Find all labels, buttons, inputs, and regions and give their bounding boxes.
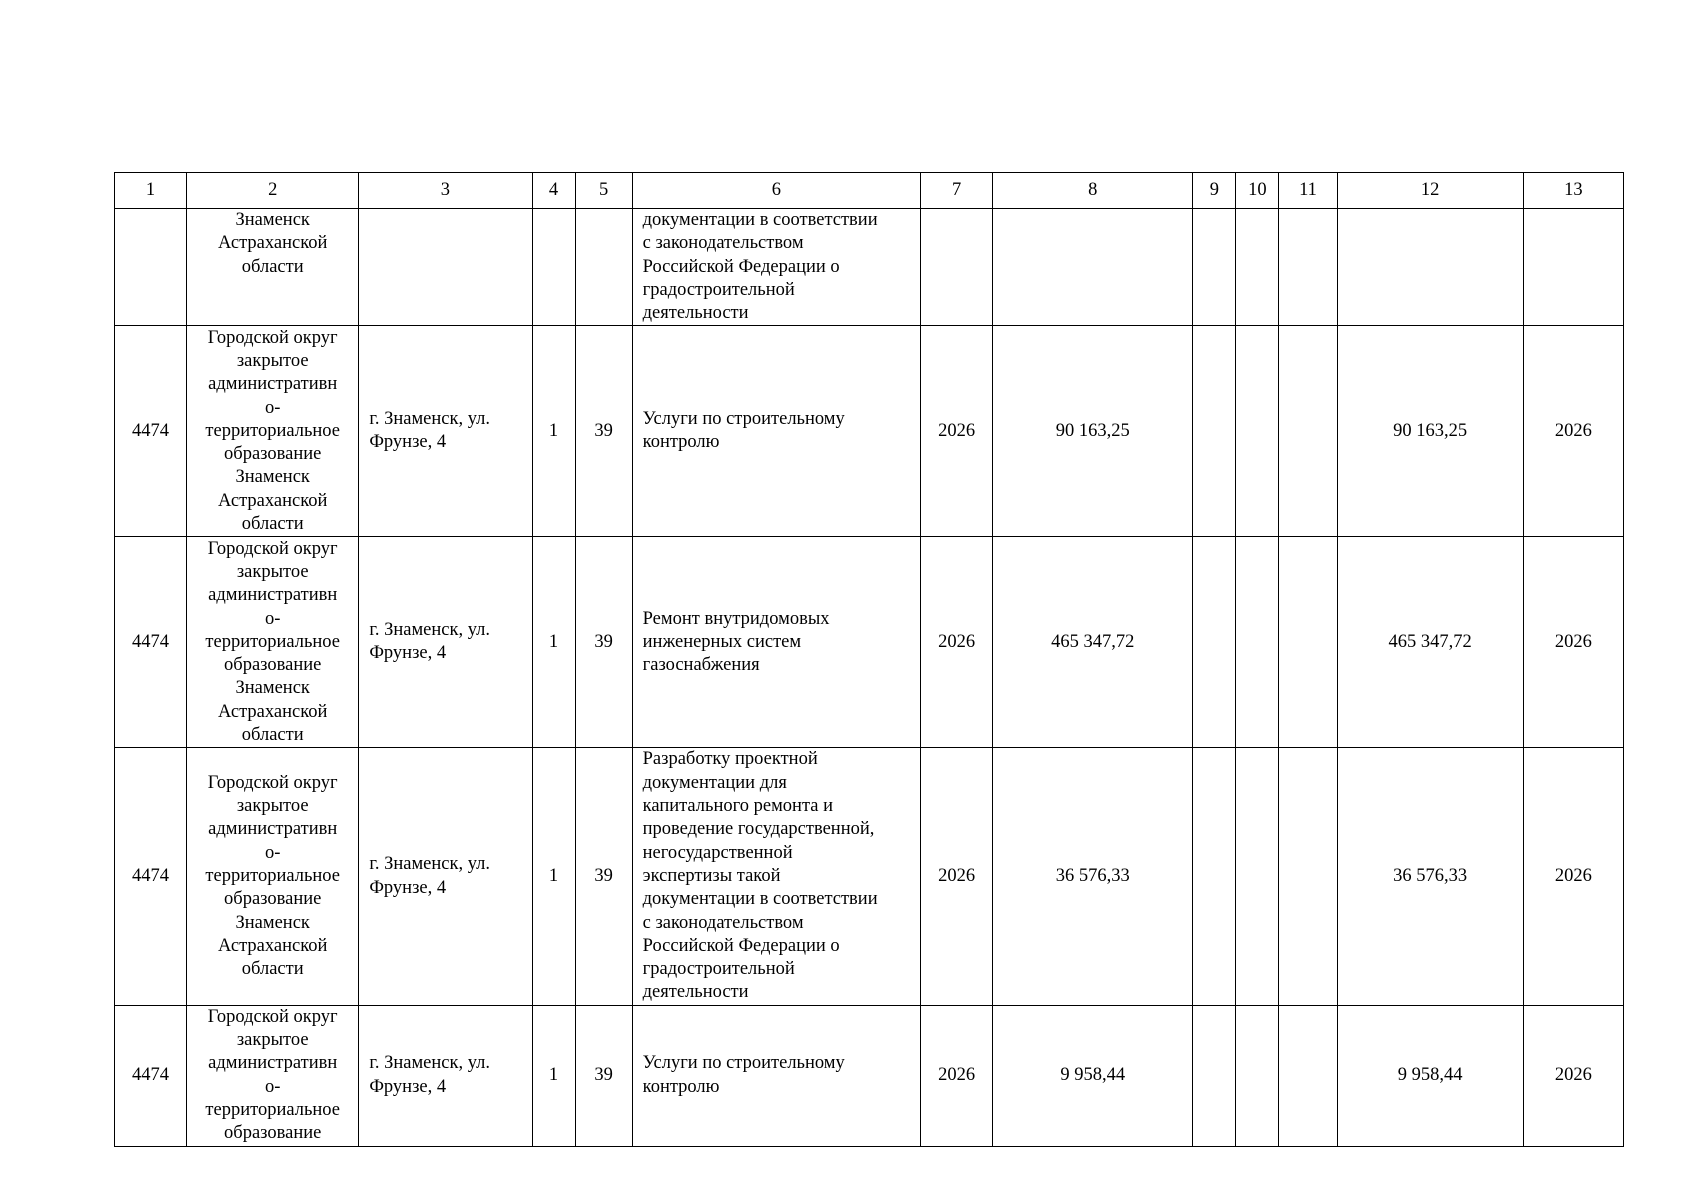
cell-year-end: 2026: [1523, 326, 1623, 537]
cell-year-end: 2026: [1523, 1005, 1623, 1146]
cell-address: г. Знаменск, ул. Фрунзе, 4: [359, 326, 532, 537]
cell-col9: [1193, 209, 1236, 326]
cell-cost: 9 958,44: [993, 1005, 1193, 1146]
cell-municipality: Городской округ закрытое административн о- территориальное образование: [187, 1005, 359, 1146]
cell-col4: 1: [532, 326, 575, 537]
cell-cost-total: [1337, 209, 1523, 326]
cell-col10: [1236, 537, 1279, 748]
col-header-12: 12: [1337, 173, 1523, 209]
cell-col11: [1279, 537, 1337, 748]
program-table: [114, 172, 1624, 1147]
cell-number: [115, 209, 187, 326]
cell-number: 4474: [115, 537, 187, 748]
cell-year: 2026: [921, 326, 993, 537]
cell-municipality: Знаменск Астраханской области: [187, 209, 359, 326]
cell-address: г. Знаменск, ул. Фрунзе, 4: [359, 748, 532, 1005]
cell-col5: [575, 209, 632, 326]
col-header-8: 8: [993, 173, 1193, 209]
col-header-6: 6: [632, 173, 920, 209]
cell-col4: 1: [532, 537, 575, 748]
cell-number: 4474: [115, 748, 187, 1005]
cell-col9: [1193, 748, 1236, 1005]
cell-number: 4474: [115, 1005, 187, 1146]
cell-col11: [1279, 1005, 1337, 1146]
cell-col9: [1193, 1005, 1236, 1146]
cell-col11: [1279, 209, 1337, 326]
cell-col5: 39: [575, 537, 632, 748]
cell-address: [359, 209, 532, 326]
col-header-5: 5: [575, 173, 632, 209]
col-header-1: 1: [115, 173, 187, 209]
col-header-7: 7: [921, 173, 993, 209]
cell-cost: 90 163,25: [993, 326, 1193, 537]
col-header-4: 4: [532, 173, 575, 209]
cell-col10: [1236, 748, 1279, 1005]
cell-col5: 39: [575, 1005, 632, 1146]
cell-cost-total: 90 163,25: [1337, 326, 1523, 537]
col-header-9: 9: [1193, 173, 1236, 209]
cell-col10: [1236, 326, 1279, 537]
cell-year: 2026: [921, 537, 993, 748]
cell-col5: 39: [575, 748, 632, 1005]
cell-year-end: [1523, 209, 1623, 326]
cell-cost-total: 36 576,33: [1337, 748, 1523, 1005]
cell-year: 2026: [921, 1005, 993, 1146]
cell-year-end: 2026: [1523, 537, 1623, 748]
cell-col9: [1193, 537, 1236, 748]
col-header-11: 11: [1279, 173, 1337, 209]
cell-cost: 36 576,33: [993, 748, 1193, 1005]
cell-col9: [1193, 326, 1236, 537]
cell-work-type: Разработку проектной документации для капитального ремонта и проведение государственной, негосударственной экспертизы такой документации в соответствии с законодательством Российской Федерации о градостроительной деятельности: [632, 748, 920, 1005]
col-header-10: 10: [1236, 173, 1279, 209]
cell-municipality: Городской округ закрытое административн о- территориальное образование Знаменск Астраханской области: [187, 326, 359, 537]
cell-cost: 465 347,72: [993, 537, 1193, 748]
cell-col4: [532, 209, 575, 326]
cell-year: 2026: [921, 748, 993, 1005]
column-number-row: [115, 173, 1624, 209]
col-header-2: 2: [187, 173, 359, 209]
cell-work-type: Услуги по строительному контролю: [632, 1005, 920, 1146]
table-row: [115, 326, 1624, 537]
cell-number: 4474: [115, 326, 187, 537]
cell-municipality: Городской округ закрытое административн о- территориальное образование Знаменск Астраханской области: [187, 537, 359, 748]
table-row: [115, 1005, 1624, 1146]
table-row: [115, 748, 1624, 1005]
col-header-13: 13: [1523, 173, 1623, 209]
cell-col4: 1: [532, 1005, 575, 1146]
cell-col10: [1236, 1005, 1279, 1146]
cell-work-type: Ремонт внутридомовых инженерных систем газоснабжения: [632, 537, 920, 748]
cell-year: [921, 209, 993, 326]
table-row: [115, 537, 1624, 748]
col-header-3: 3: [359, 173, 532, 209]
cell-col11: [1279, 748, 1337, 1005]
cell-work-type: Услуги по строительному контролю: [632, 326, 920, 537]
cell-col5: 39: [575, 326, 632, 537]
cell-year-end: 2026: [1523, 748, 1623, 1005]
cell-address: г. Знаменск, ул. Фрунзе, 4: [359, 537, 532, 748]
cell-col11: [1279, 326, 1337, 537]
cell-municipality: Городской округ закрытое административн о- территориальное образование Знаменск Астраханской области: [187, 748, 359, 1005]
cell-col10: [1236, 209, 1279, 326]
cell-col4: 1: [532, 748, 575, 1005]
cell-cost: [993, 209, 1193, 326]
table-row: [115, 209, 1624, 326]
cell-address: г. Знаменск, ул. Фрунзе, 4: [359, 1005, 532, 1146]
cell-work-type: документации в соответствии с законодательством Российской Федерации о градостроительной деятельности: [632, 209, 920, 326]
cell-cost-total: 465 347,72: [1337, 537, 1523, 748]
cell-cost-total: 9 958,44: [1337, 1005, 1523, 1146]
